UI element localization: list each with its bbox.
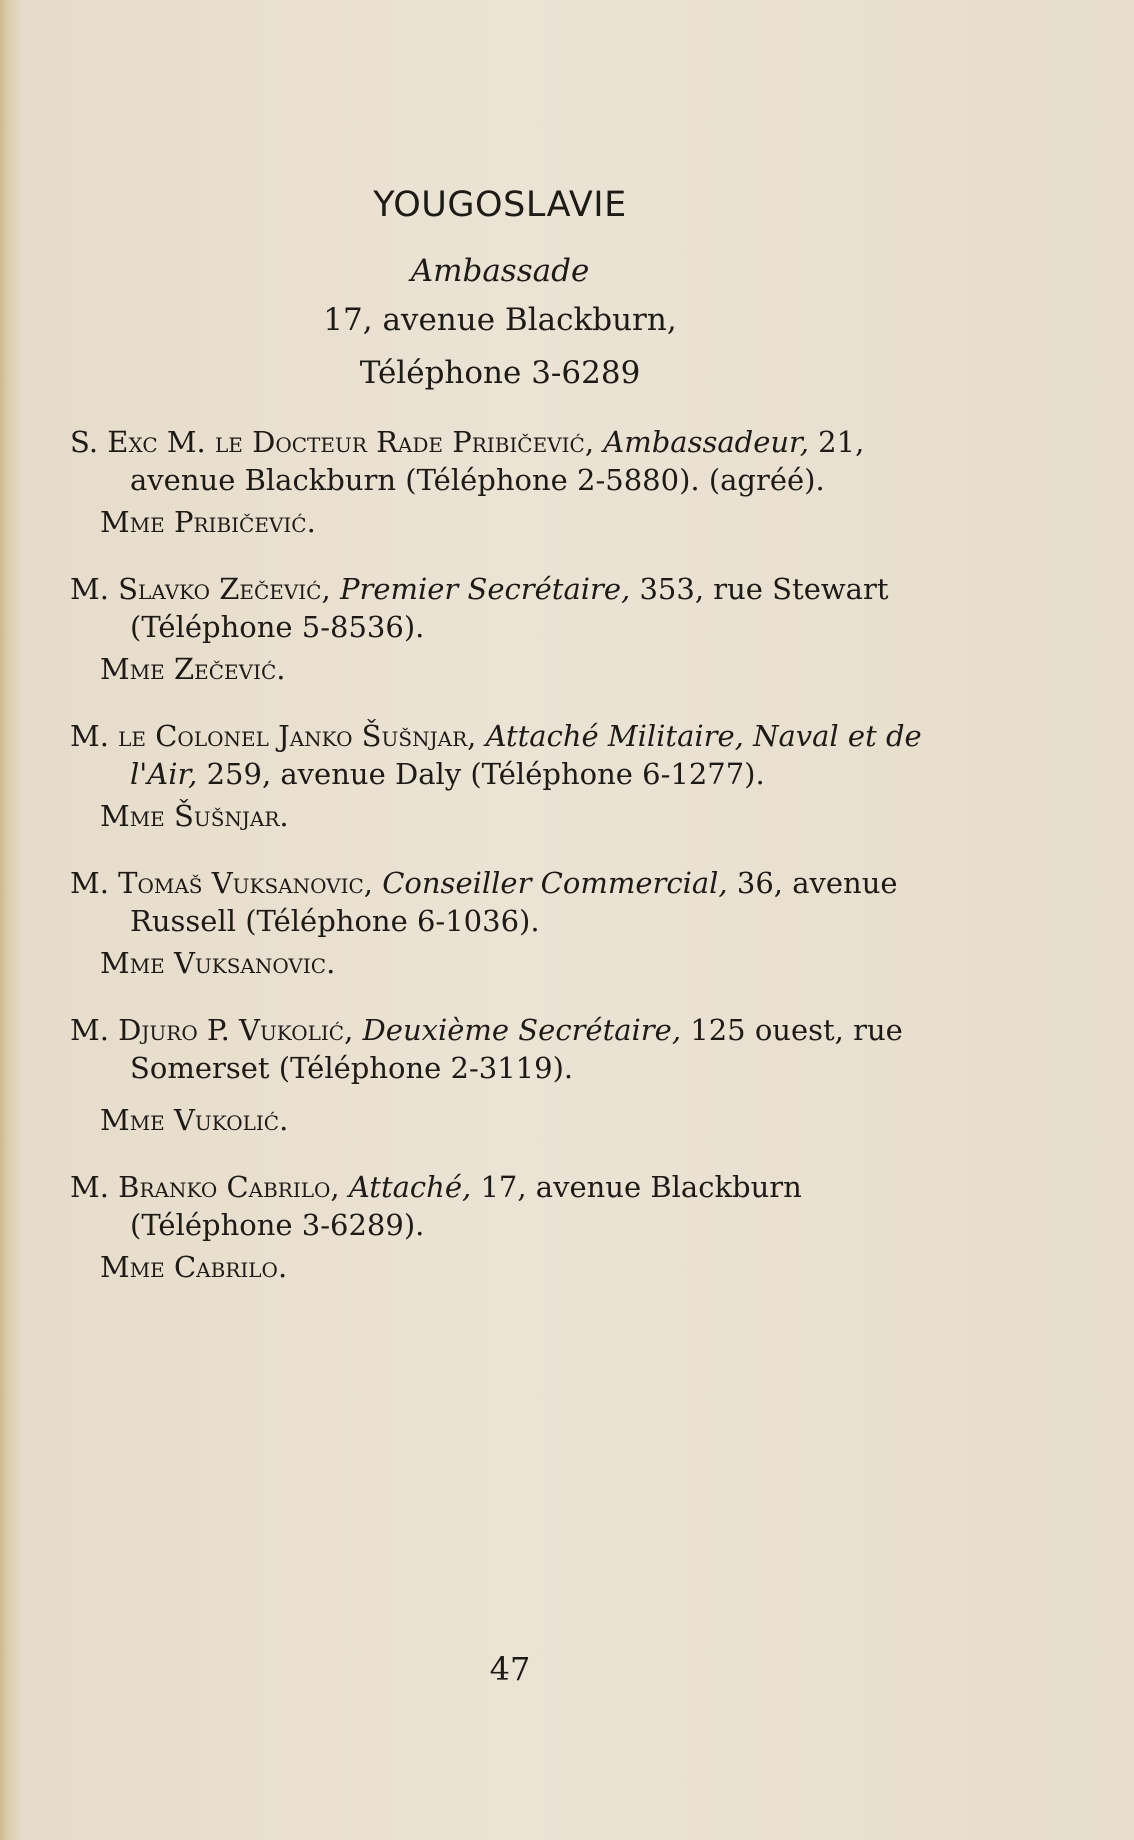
staff-list xyxy=(70,423,970,1286)
page-number: 47 xyxy=(489,1650,531,1688)
staff-name: M. Branko Cabrilo, xyxy=(70,1170,340,1204)
staff-details: 36, avenue Russell (Téléphone 6-1036). xyxy=(130,866,898,938)
staff-entry xyxy=(70,1168,970,1286)
spouse-name: Mme Pribičević. xyxy=(100,505,316,539)
staff-details: 353, rue Stewart (Téléphone 5-8536). xyxy=(130,572,889,644)
staff-title: Attaché, xyxy=(348,1170,472,1204)
staff-entry xyxy=(70,423,970,541)
spouse-name: Mme Vuksanovic. xyxy=(100,946,336,980)
spouse-name: Mme Cabrilo. xyxy=(100,1250,288,1284)
spouse-name: Mme Zečević. xyxy=(100,652,286,686)
spouse-name: Mme Vukolić. xyxy=(100,1103,289,1137)
staff-title: Premier Secrétaire, xyxy=(339,572,631,606)
staff-name: M. le Colonel Janko Šušnjar, xyxy=(70,719,477,753)
staff-name: M. Tomaš Vuksanovic, xyxy=(70,866,374,900)
staff-details: 21, avenue Blackburn (Téléphone 2-5880). (agréé). xyxy=(130,425,865,497)
staff-title: Attaché Militaire, Naval et de l'Air, xyxy=(130,719,922,791)
staff-details: 125 ouest, rue Somerset (Téléphone 2-3119). xyxy=(130,1013,903,1085)
country-heading: YOUGOSLAVIE xyxy=(373,185,627,225)
staff-name: M. Djuro P. Vukolić, xyxy=(70,1013,354,1047)
staff-entry xyxy=(70,570,970,688)
staff-entry xyxy=(70,864,970,982)
staff-name: M. Slavko Zečević, xyxy=(70,572,331,606)
staff-details: 17, avenue Blackburn (Téléphone 3-6289). xyxy=(130,1170,802,1242)
mission-type: Ambassade xyxy=(410,253,590,289)
staff-name: S. Exc M. le Docteur Rade Pribičević, xyxy=(70,425,595,459)
staff-title: Ambassadeur, xyxy=(603,425,809,459)
staff-details: 259, avenue Daly (Téléphone 6-1277). xyxy=(206,757,765,791)
staff-title: Deuxième Secrétaire, xyxy=(362,1013,682,1047)
staff-title: Conseiller Commercial, xyxy=(382,866,728,900)
staff-entry xyxy=(70,717,970,835)
mission-address: 17, avenue Blackburn, xyxy=(323,302,677,338)
mission-phone: Téléphone 3-6289 xyxy=(359,355,641,391)
spouse-name: Mme Šušnjar. xyxy=(100,799,289,833)
staff-entry xyxy=(70,1011,970,1139)
